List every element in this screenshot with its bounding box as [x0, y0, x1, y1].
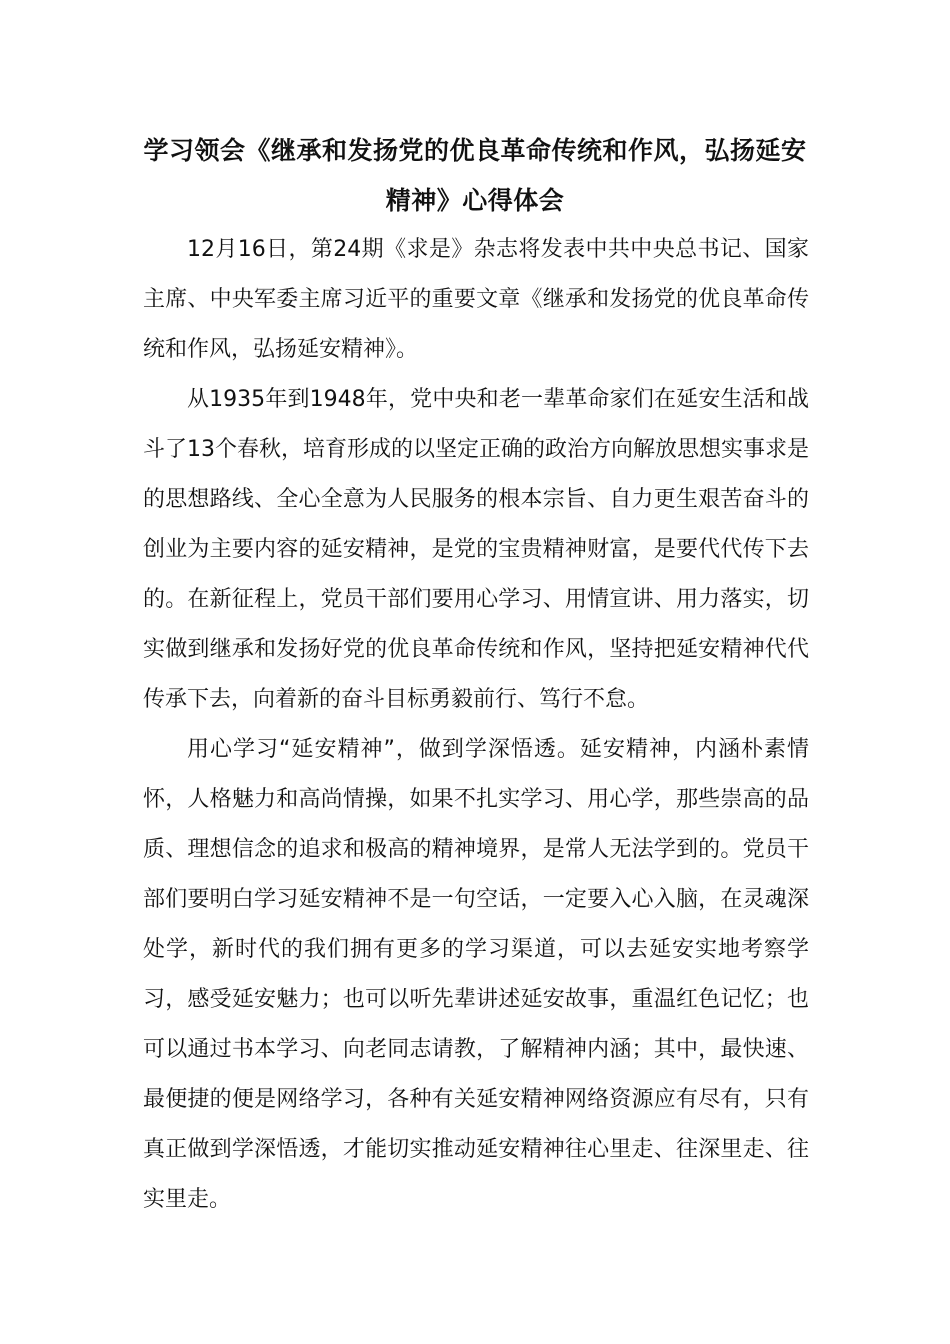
paragraph-2: 从1935年到1948年，党中央和老一辈革命家们在延安生活和战斗了13个春秋，培育形成的以坚定正确的政治方向解放思想实事求是的思想路线、全心全意为人民服务的根本宗旨、自力更生艰苦奋斗的创业为主要内容的延安精神，是党的宝贵精神财富，是要代代传下去的。在新征程上，党员干部们要用心学习、用情宣讲、用力落实，切实做到继承和发扬好党的优良革命传统和作风，坚持把延安精神代代传承下去，向着新的奋斗目标勇毅前行、笃行不怠。 — [143, 387, 809, 712]
paragraph-3: 用心学习“延安精神”，做到学深悟透。延安精神，内涵朴素情怀，人格魅力和高尚情操，如果不扎实学习、用心学，那些崇高的品质、理想信念的追求和极高的精神境界，是常人无法学到的。党员干部们要明白学习延安精神不是一句空话，一定要入心入脑，在灵魂深处学，新时代的我们拥有更多的学习渠道，可以去延安实地考察学习，感受延安魅力；也可以听先辈讲述延安故事，重温红色记忆；也可以通过书本学习、向老同志请教，了解精神内涵；其中，最快速、最便捷的便是网络学习，各种有关延安精神网络资源应有尽有，只有真正做到学深悟透，才能切实推动延安精神往心里走、往深里走、往实里走。 — [143, 737, 809, 1212]
document-title: 学习领会《继承和发扬党的优良革命传统和作风，弘扬延安精神》心得体会 — [143, 136, 807, 215]
paragraph-1: 12月16日，第24期《求是》杂志将发表中共中央总书记、国家主席、中央军委主席习近平的重要文章《继承和发扬党的优良革命传统和作风，弘扬延安精神》。 — [143, 237, 809, 362]
